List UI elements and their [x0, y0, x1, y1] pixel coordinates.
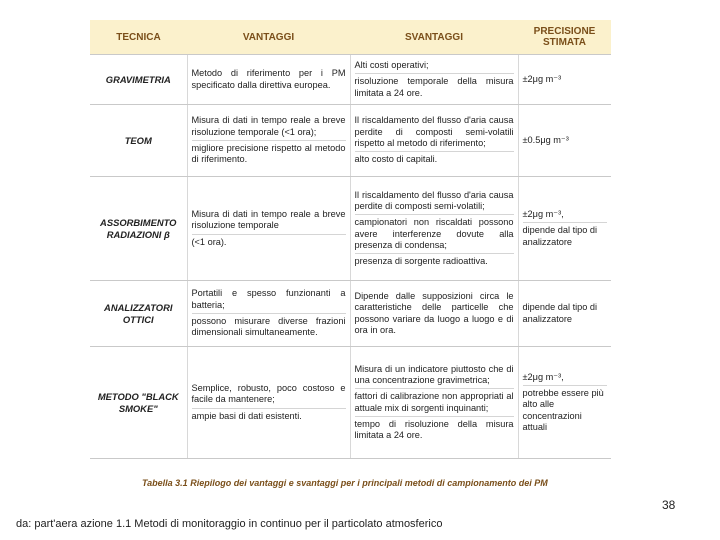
svantaggi-item: fattori di calibrazione non appropriati al attuale mix di sorgenti inquinanti; — [355, 388, 514, 414]
svantaggi-item: presenza di sorgente radioattiva. — [355, 253, 514, 267]
vantaggi-item: Portatili e spesso funzionanti a batteria; — [191, 288, 346, 310]
vantaggi-item: migliore precisione rispetto al metodo di riferimento. — [192, 140, 346, 166]
precisione-item: dipende dal tipo di analizzatore — [523, 222, 608, 248]
vantaggi-item: ampie basi di dati esistenti. — [192, 408, 346, 422]
vantaggi-item: possono misurare diverse frazioni dimensionali simultaneamente. — [192, 313, 346, 339]
row-precisione — [518, 347, 611, 459]
header-svantaggi: SVANTAGGI — [350, 20, 518, 55]
precisione-item: ±2μg m⁻³ — [522, 73, 562, 84]
precisione-item: potrebbe essere più alto alle concentrazioni attuali — [523, 385, 608, 433]
header-precisione: PRECISIONE STIMATA — [518, 20, 611, 55]
svantaggi-item: Il riscaldamento del flusso d'aria causa perdite di composti semi-volatili; — [354, 189, 514, 211]
row-precisione — [518, 177, 611, 281]
table-row — [90, 281, 611, 347]
vantaggi-item: (<1 ora). — [192, 234, 346, 248]
svantaggi-item: Misura di un indicatore piuttosto che di una concentrazione gravimetrica; — [354, 363, 514, 385]
precisione-item: dipende dal tipo di analizzatore — [522, 302, 598, 324]
svantaggi-item: campionatori non riscaldati possono avere interferenze dovute alla presenza di condensa; — [355, 214, 514, 251]
precisione-item: ±2μg m⁻³, — [522, 209, 564, 220]
table-row — [90, 347, 611, 459]
svantaggi-item: Alti costi operativi; — [354, 60, 429, 71]
table-row — [90, 55, 611, 105]
svantaggi-item: Il riscaldamento del flusso d'aria causa perdite di composti semi-volatili rispetto al metodo di riferimento; — [354, 115, 514, 148]
table-caption: Tabella 3.1 Riepilogo dei vantaggi e svantaggi per i principali metodi di campionamento dei PM — [142, 478, 548, 488]
row-svantaggi — [350, 105, 518, 177]
vantaggi-item: Misura di dati in tempo reale a breve risoluzione temporale — [191, 209, 346, 231]
row-svantaggi — [350, 177, 518, 281]
svantaggi-item: risoluzione temporale della misura limitata a 24 ore. — [355, 73, 514, 99]
row-vantaggi — [187, 177, 350, 281]
header-tecnica: TECNICA — [90, 20, 187, 55]
precisione-item: ±2μg m⁻³, — [522, 371, 564, 382]
svantaggi-item: tempo di risoluzione della misura limitata a 24 ore. — [355, 416, 514, 442]
row-precisione — [518, 105, 611, 177]
document-page — [90, 20, 611, 488]
table-row — [90, 105, 611, 177]
row-precisione — [518, 281, 611, 347]
page-number: 38 — [662, 498, 676, 512]
vantaggi-item: Metodo di riferimento per i PM specificato dalla direttiva europea. — [191, 68, 346, 90]
row-vantaggi — [187, 105, 350, 177]
row-vantaggi — [187, 55, 350, 105]
source-footer: da: part'aera azione 1.1 Metodi di monitoraggio in continuo per il particolato atmosferico — [16, 518, 443, 530]
row-precisione — [518, 55, 611, 105]
row-vantaggi — [187, 347, 350, 459]
row-tecnica: GRAVIMETRIA — [90, 55, 187, 105]
row-tecnica: ANALIZZATORI OTTICI — [90, 281, 187, 347]
precisione-item: ±0.5μg m⁻³ — [522, 134, 569, 145]
header-vantaggi: VANTAGGI — [187, 20, 350, 55]
row-svantaggi — [350, 347, 518, 459]
row-vantaggi — [187, 281, 350, 347]
comparison-table — [90, 20, 611, 459]
table-row — [90, 177, 611, 281]
row-tecnica: ASSORBIMENTO RADIAZIONI β — [90, 177, 187, 281]
svantaggi-item: Dipende dalle supposizioni circa le caratteristiche delle particelle che possono variare da luogo a luogo e di ora in ora. — [354, 290, 514, 335]
row-tecnica: METODO "BLACK SMOKE" — [90, 347, 187, 459]
row-svantaggi — [350, 55, 518, 105]
row-svantaggi — [350, 281, 518, 347]
table-header-row — [90, 20, 611, 55]
svantaggi-item: alto costo di capitali. — [355, 151, 514, 165]
vantaggi-item: Semplice, robusto, poco costoso e facile da mantenere; — [191, 383, 346, 405]
row-tecnica: TEOM — [90, 105, 187, 177]
vantaggi-item: Misura di dati in tempo reale a breve risoluzione temporale (<1 ora); — [191, 115, 346, 137]
